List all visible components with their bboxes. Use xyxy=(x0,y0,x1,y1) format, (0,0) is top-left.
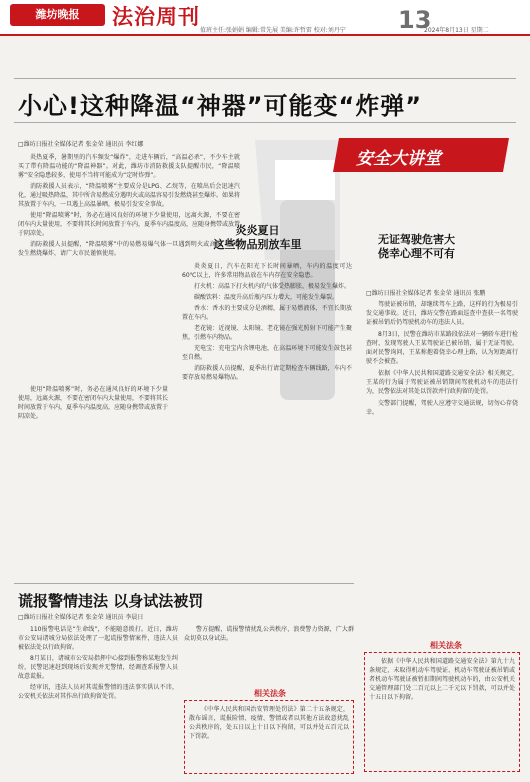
lower-rule xyxy=(14,583,354,584)
lower-body-right xyxy=(184,625,354,677)
paragraph: 依据《中华人民共和国道路交通安全法》相关规定，王某的行为属于驾驶证被吊销期间驾驶机动车的违法行为，民警依法对其处以罚款并行政拘留的处罚。 xyxy=(366,370,518,395)
safety-banner: 安全大讲堂 xyxy=(356,149,441,169)
paragraph: 使用“降温喷雾”时，务必在通风良好的环境下少量使用，远离火源，不要在密闭车内大量使用，不要将其长时间放置于车内，夏季车内温度高，应随身携带或放置于阴凉处。 xyxy=(18,386,168,420)
paragraph: 8月某日，诸城市公安局指挥中心接到报警称某地发生纠纷，民警迅速赶到现场后发现并无警情，经调查系报警人员故意谎报。 xyxy=(18,655,178,680)
right-related-tag: 相关法条 xyxy=(430,641,462,650)
mid-column-body xyxy=(182,262,352,562)
paragraph: 消防救援人员提醒，“降温喷雾”中的易燃易爆气体一旦遇到明火或高温，极易发生燃烧爆炸，请广大市民谨慎使用。 xyxy=(18,241,240,257)
right-related-box xyxy=(364,652,520,772)
mid-title-line-2: 这些物品别放车里 xyxy=(213,238,302,251)
right-byline: □潍坊日报社全媒体记者 张金荣 通讯员 张鹏 xyxy=(366,290,486,297)
paragraph: 警方提醒，谎报警情扰乱公共秩序，浪费警力资源，广大群众切莫以身试法。 xyxy=(184,626,354,642)
mid-subhead xyxy=(190,224,325,252)
lower-headline: 谎报警情违法 以身试法被罚 xyxy=(18,592,204,610)
paragraph: 8月3日，民警在潍坊市某路段依法对一辆轿车进行检查时，发现驾驶人王某驾驶证已被吊销，属于无证驾驶。面对民警询问，王某称抱着侥幸心理上路，认为短距离行驶不会被查。 xyxy=(366,331,518,365)
edition-line: 值班主任:张娟娟 编辑:常先展 美编:许哲雷 校对:刘丹宁 xyxy=(200,27,346,34)
mid-title-line-1: 炎炎夏日 xyxy=(235,224,280,237)
lower-body-left xyxy=(18,625,178,775)
paragraph: 经审讯，违法人员对其谎报警情的违法事实供认不讳，公安机关依法对其作出行政拘留处罚。 xyxy=(18,684,178,700)
lower-byline: □潍坊日报社全媒体记者 张金荣 通讯员 李晨日 xyxy=(18,614,144,621)
paragraph: 打火机：高温下打火机内的气体受热膨胀，极易发生爆炸。 xyxy=(194,283,351,290)
related-law-text: 《中华人民共和国治安管理处罚法》第二十五条规定，散布谣言，谎报险情、疫情、警情或者以其他方法故意扰乱公共秩序的，处五日以上十日以下拘留，可以并处五百元以下罚款。 xyxy=(189,706,349,740)
paragraph: 香水：香水的主要成分是酒精，属于易燃液体，不宜长期放置在车内。 xyxy=(182,305,352,321)
paragraph: 交警部门提醒，驾驶人应遵守交通法规，切勿心存侥幸。 xyxy=(366,400,518,416)
lower-related-box xyxy=(184,700,354,774)
paragraph: 使用“降温喷雾”时，务必在通风良好的环境下少量使用，远离火源，不要在密闭车内大量使用，不要将其长时间放置于车内，夏季车内温度高，应随身携带或放置于阴凉处。 xyxy=(18,212,240,237)
paragraph: 老花镜：近视镜、太阳镜、老花镜在强光照射下可能产生聚焦，引燃车内物品。 xyxy=(182,325,352,341)
right-title-line-1: 无证驾驶危害大 xyxy=(378,233,455,246)
paragraph: 炎热夏季，暑期里的汽车频发“爆炸”，走进车辆后，“高温必杀”，不少车主就买了带有降温功能的“降温神器”。对此，潍坊市消防救援支队提醒市民，“降温喷雾”安全隐患较多，使用不当将可能成为“定时炸弹”。 xyxy=(18,154,240,179)
headline-rule-bottom xyxy=(14,122,516,123)
main-headline: 小心!这种降温“神器”可能变“炸弹” xyxy=(18,92,423,120)
paragraph: 驾驶证被吊销，却继续驾车上路，这样的行为极易引发交通事故。近日，潍坊交警在路面巡查中查获一名驾驶证被吊销后仍驾驶机动车的违法人员。 xyxy=(366,301,518,326)
section-masthead: 法治周刊 xyxy=(112,4,200,29)
newspaper-brand: 潍坊晚报 xyxy=(10,4,105,26)
paragraph: 炎炎夏日，汽车在阳光下长时间暴晒，车内的温度可达60℃以上，许多常用物品放在车内存在安全隐患。 xyxy=(182,263,352,279)
right-subhead xyxy=(378,233,518,261)
main-byline: □潍坊日报社全媒体记者 张金荣 通讯员 李红娜 xyxy=(18,141,144,148)
right-column-body xyxy=(366,300,518,635)
right-title-line-2: 侥幸心理不可有 xyxy=(378,247,455,260)
paragraph: 110报警电话是“生命线”，不能随意拨打。近日，潍坊市公安局诸城分局依法处理了一起谎报警情案件，违法人员被依法处以行政拘留。 xyxy=(18,626,178,651)
left-column-body-lower xyxy=(18,385,168,545)
paragraph: 消防救援人员提醒，夏季出行请定期检查车辆线路，车内不要存放易燃易爆物品。 xyxy=(182,365,352,381)
headline-rule-top xyxy=(14,78,516,79)
paragraph: 消防救援人员表示，“降温喷雾”主要成分是LPG、乙烷等，在喷出后会迅速汽化，通过吸热降温，其中所含易燃成分遇明火或高温容易引发燃烧甚至爆炸。如果将其放置于车内，一旦遇上高温暴晒，极易引发安全事故。 xyxy=(18,183,240,208)
lower-related-tag: 相关法条 xyxy=(254,689,286,698)
page-number: 13 xyxy=(398,6,432,34)
related-law-text: 依据《中华人民共和国道路交通安全法》第九十九条规定，未取得机动车驾驶证、机动车驾驶证被吊销或者机动车驾驶证被暂扣期间驾驶机动车的，由公安机关交通管理部门处二百元以上二千元以下罚款，可以并处十五日以下拘留。 xyxy=(369,658,515,701)
date-line: 2024年8月13日 星期二 xyxy=(424,27,489,34)
paragraph: 充电宝：充电宝内含锂电池，在高温环境下可能发生鼓包甚至自燃。 xyxy=(182,345,352,361)
paragraph: 碳酸饮料：温度升高后瓶内压力增大，可能发生爆裂。 xyxy=(194,294,339,301)
